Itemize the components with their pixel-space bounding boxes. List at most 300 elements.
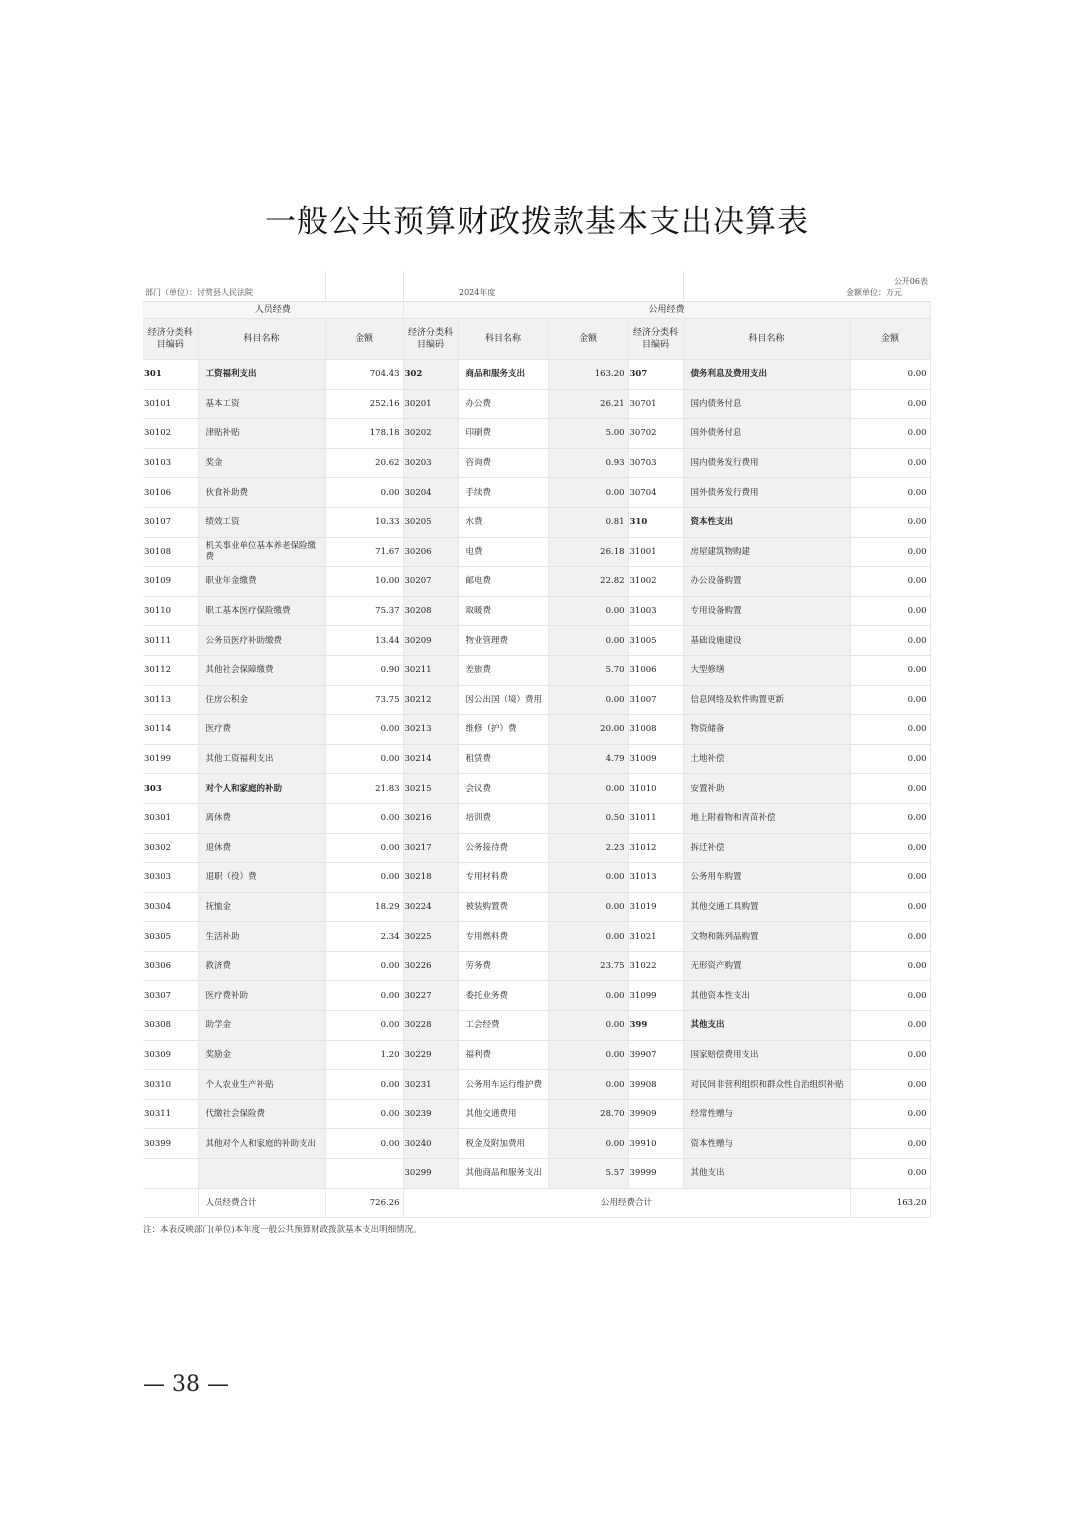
name-cell: 退休费: [198, 833, 325, 863]
amount-cell: 73.75: [325, 685, 403, 715]
name-cell: 其他社会保障缴费: [198, 655, 325, 685]
header-name: 科目名称: [198, 319, 325, 360]
name-cell: 印刷费: [458, 419, 548, 449]
amount-cell: 2.23: [548, 833, 628, 863]
table-row: [143, 507, 930, 537]
name-cell: 工资福利支出: [198, 360, 325, 390]
name-cell: 国内债务发行费用: [683, 448, 850, 478]
amount-cell: 10.00: [325, 567, 403, 597]
table-row: [143, 951, 930, 981]
name-cell: 公务员医疗补助缴费: [198, 626, 325, 656]
code-cell: 30106: [143, 478, 198, 508]
table-row: [143, 626, 930, 656]
code-cell: 30311: [143, 1099, 198, 1129]
header-code: 经济分类科目编码: [403, 319, 458, 360]
code-cell: 30301: [143, 803, 198, 833]
amount-cell: 2.34: [325, 922, 403, 952]
code-cell: 303: [143, 774, 198, 804]
code-cell: 30217: [403, 833, 458, 863]
code-cell: 399: [628, 1011, 683, 1041]
name-cell: 对个人和家庭的补助: [198, 774, 325, 804]
amount-cell: 0.00: [548, 685, 628, 715]
name-cell: 公务用车运行维护费: [458, 1070, 548, 1100]
code-cell: 30308: [143, 1011, 198, 1041]
name-cell: 租赁费: [458, 744, 548, 774]
page-number: — 38 —: [143, 1372, 229, 1397]
code-cell: 30213: [403, 715, 458, 745]
table-code: 公开06表: [893, 277, 928, 286]
year-label: 2024年度: [459, 288, 496, 297]
code-cell: 30208: [403, 596, 458, 626]
name-cell: 办公费: [458, 389, 548, 419]
code-cell: 39910: [628, 1129, 683, 1159]
name-cell: 其他交通费用: [458, 1099, 548, 1129]
name-cell: 培训费: [458, 803, 548, 833]
amount-cell: 0.00: [850, 389, 930, 419]
code-cell: 30207: [403, 567, 458, 597]
amount-cell: 0.00: [548, 774, 628, 804]
table-row: [143, 419, 930, 449]
table-row: [143, 655, 930, 685]
amount-cell: 0.00: [850, 1099, 930, 1129]
code-cell: 31013: [628, 863, 683, 893]
table-row: [143, 478, 930, 508]
code-cell: 30110: [143, 596, 198, 626]
name-cell: 其他工资福利支出: [198, 744, 325, 774]
amount-cell: 0.00: [850, 1070, 930, 1100]
table-row: [143, 596, 930, 626]
amount-cell: 0.00: [850, 1159, 930, 1189]
amount-cell: 13.44: [325, 626, 403, 656]
table-row: [143, 567, 930, 597]
code-cell: 30212: [403, 685, 458, 715]
code-cell: 310: [628, 507, 683, 537]
name-cell: 专用燃料费: [458, 922, 548, 952]
name-cell: 会议费: [458, 774, 548, 804]
amount-cell: 0.00: [325, 1129, 403, 1159]
report-meta: [143, 271, 930, 301]
header-name: 科目名称: [458, 319, 548, 360]
code-cell: 30218: [403, 863, 458, 893]
header-code: 经济分类科目编码: [628, 319, 683, 360]
page-title: 一般公共预算财政拨款基本支出决算表: [265, 204, 809, 240]
personnel-total-amount: 726.26: [325, 1188, 403, 1217]
amount-cell: 0.00: [850, 863, 930, 893]
amount-cell: 0.00: [325, 1099, 403, 1129]
table-row: [143, 1040, 930, 1070]
amount-cell: 252.16: [325, 389, 403, 419]
amount-cell: 0.00: [325, 478, 403, 508]
code-cell: 30102: [143, 419, 198, 449]
name-cell: 医疗费: [198, 715, 325, 745]
column-header-row: [143, 319, 930, 360]
table-row: [143, 774, 930, 804]
code-cell: 301: [143, 360, 198, 390]
name-cell: 安置补助: [683, 774, 850, 804]
code-cell: 30239: [403, 1099, 458, 1129]
amount-cell: 704.43: [325, 360, 403, 390]
code-cell: 30303: [143, 863, 198, 893]
code-cell: 30224: [403, 892, 458, 922]
code-cell: 31007: [628, 685, 683, 715]
name-cell: [198, 1159, 325, 1189]
table-row: [143, 892, 930, 922]
name-cell: 奖金: [198, 448, 325, 478]
amount-cell: 0.93: [548, 448, 628, 478]
amount-cell: 26.21: [548, 389, 628, 419]
name-cell: 物资储备: [683, 715, 850, 745]
code-cell: 30214: [403, 744, 458, 774]
amount-cell: 20.62: [325, 448, 403, 478]
amount-cell: 0.00: [850, 774, 930, 804]
name-cell: 资本性赠与: [683, 1129, 850, 1159]
table-row: [143, 715, 930, 745]
code-cell: 30202: [403, 419, 458, 449]
amount-cell: 0.00: [850, 715, 930, 745]
report-sheet: [143, 271, 930, 1235]
code-cell: 31011: [628, 803, 683, 833]
amount-cell: 0.00: [325, 1070, 403, 1100]
name-cell: 其他支出: [683, 1011, 850, 1041]
name-cell: 专用材料费: [458, 863, 548, 893]
code-cell: 307: [628, 360, 683, 390]
code-cell: 30199: [143, 744, 198, 774]
code-cell: 31022: [628, 951, 683, 981]
group-personnel: 人员经费: [143, 302, 403, 319]
name-cell: 国外债务发行费用: [683, 478, 850, 508]
header-amount: 金额: [548, 319, 628, 360]
name-cell: 伙食补助费: [198, 478, 325, 508]
amount-cell: 0.00: [850, 626, 930, 656]
table-row: [143, 863, 930, 893]
code-cell: 30310: [143, 1070, 198, 1100]
name-cell: 专用设备购置: [683, 596, 850, 626]
name-cell: 取暖费: [458, 596, 548, 626]
table-row: [143, 685, 930, 715]
table-row: [143, 1070, 930, 1100]
amount-cell: 22.82: [548, 567, 628, 597]
name-cell: 经常性赠与: [683, 1099, 850, 1129]
code-cell: 30227: [403, 981, 458, 1011]
amount-cell: 0.00: [850, 1011, 930, 1041]
public-total-label: 公用经费合计: [403, 1188, 850, 1217]
name-cell: 公务接待费: [458, 833, 548, 863]
name-cell: 医疗费补助: [198, 981, 325, 1011]
code-cell: 30203: [403, 448, 458, 478]
name-cell: 救济费: [198, 951, 325, 981]
name-cell: 电费: [458, 537, 548, 567]
code-cell: 30108: [143, 537, 198, 567]
amount-cell: 0.00: [850, 537, 930, 567]
amount-cell: 21.83: [325, 774, 403, 804]
amount-cell: 0.00: [850, 1129, 930, 1159]
header-amount: 金额: [325, 319, 403, 360]
code-cell: 30206: [403, 537, 458, 567]
amount-cell: 0.00: [850, 951, 930, 981]
code-cell: 31099: [628, 981, 683, 1011]
name-cell: 物业管理费: [458, 626, 548, 656]
amount-cell: 75.37: [325, 596, 403, 626]
name-cell: 商品和服务支出: [458, 360, 548, 390]
table-row: [143, 1099, 930, 1129]
name-cell: 国家赔偿费用支出: [683, 1040, 850, 1070]
amount-cell: 0.00: [325, 833, 403, 863]
amount-cell: 0.00: [850, 1040, 930, 1070]
amount-cell: 0.00: [548, 922, 628, 952]
header-code: 经济分类科目编码: [143, 319, 198, 360]
name-cell: 代缴社会保险费: [198, 1099, 325, 1129]
name-cell: 生活补助: [198, 922, 325, 952]
code-cell: 31019: [628, 892, 683, 922]
name-cell: 国外债务付息: [683, 419, 850, 449]
name-cell: 税金及附加费用: [458, 1129, 548, 1159]
amount-cell: 0.00: [325, 803, 403, 833]
name-cell: 水费: [458, 507, 548, 537]
name-cell: 个人农业生产补贴: [198, 1070, 325, 1100]
department-label: 部门（单位）：讨赏县人民法院: [145, 288, 253, 297]
code-cell: 30211: [403, 655, 458, 685]
amount-cell: 5.57: [548, 1159, 628, 1189]
code-cell: 30228: [403, 1011, 458, 1041]
personnel-total-label: 人员经费合计: [198, 1188, 325, 1217]
amount-cell: 0.00: [325, 863, 403, 893]
expenditure-table: [143, 301, 931, 1218]
code-cell: 31002: [628, 567, 683, 597]
amount-cell: 28.70: [548, 1099, 628, 1129]
code-cell: 30304: [143, 892, 198, 922]
amount-cell: 0.00: [850, 685, 930, 715]
name-cell: 公务用车购置: [683, 863, 850, 893]
name-cell: 职工基本医疗保险缴费: [198, 596, 325, 626]
code-cell: 30216: [403, 803, 458, 833]
name-cell: 基本工资: [198, 389, 325, 419]
amount-cell: 4.79: [548, 744, 628, 774]
name-cell: 其他对个人和家庭的补助支出: [198, 1129, 325, 1159]
table-row: [143, 1159, 930, 1189]
group-header-row: [143, 302, 930, 319]
name-cell: 文物和陈列品购置: [683, 922, 850, 952]
group-public: 公用经费: [403, 302, 930, 319]
code-cell: 39999: [628, 1159, 683, 1189]
header-name: 科目名称: [683, 319, 850, 360]
name-cell: 维修（护）费: [458, 715, 548, 745]
amount-cell: 0.00: [850, 507, 930, 537]
name-cell: 拆迁补偿: [683, 833, 850, 863]
table-row: [143, 833, 930, 863]
amount-cell: 0.00: [325, 981, 403, 1011]
table-row: [143, 448, 930, 478]
amount-cell: 0.00: [850, 803, 930, 833]
name-cell: 无形资产购置: [683, 951, 850, 981]
amount-cell: 0.00: [548, 981, 628, 1011]
amount-cell: 0.90: [325, 655, 403, 685]
code-cell: 30112: [143, 655, 198, 685]
name-cell: 房屋建筑物购建: [683, 537, 850, 567]
amount-cell: 0.00: [850, 419, 930, 449]
name-cell: 咨询费: [458, 448, 548, 478]
amount-cell: 20.00: [548, 715, 628, 745]
amount-cell: 18.29: [325, 892, 403, 922]
table-row: [143, 537, 930, 567]
amount-cell: 0.00: [548, 1040, 628, 1070]
code-cell: 30101: [143, 389, 198, 419]
amount-cell: [325, 1159, 403, 1189]
name-cell: 其他支出: [683, 1159, 850, 1189]
name-cell: 委托业务费: [458, 981, 548, 1011]
amount-cell: 0.00: [850, 567, 930, 597]
code-cell: 30702: [628, 419, 683, 449]
table-row: [143, 360, 930, 390]
table-note: 注：本表反映部门(单位)本年度一般公共预算财政拨款基本支出明细情况。: [143, 1224, 422, 1235]
name-cell: 对民间非营利组织和群众性自治组织补贴: [683, 1070, 850, 1100]
amount-cell: 26.18: [548, 537, 628, 567]
amount-cell: 0.00: [325, 744, 403, 774]
name-cell: 资本性支出: [683, 507, 850, 537]
amount-cell: 0.00: [850, 655, 930, 685]
code-cell: 31012: [628, 833, 683, 863]
code-cell: 39908: [628, 1070, 683, 1100]
name-cell: 信息网络及软件购置更新: [683, 685, 850, 715]
name-cell: 职业年金缴费: [198, 567, 325, 597]
name-cell: 国内债务付息: [683, 389, 850, 419]
code-cell: 30299: [403, 1159, 458, 1189]
table-row: [143, 981, 930, 1011]
amount-cell: 0.00: [325, 715, 403, 745]
table-row: [143, 389, 930, 419]
amount-cell: 0.81: [548, 507, 628, 537]
name-cell: 被装购置费: [458, 892, 548, 922]
code-cell: 30306: [143, 951, 198, 981]
code-cell: 31005: [628, 626, 683, 656]
unit-label: 金额单位：万元: [846, 288, 902, 297]
amount-cell: 0.00: [548, 1011, 628, 1041]
code-cell: 30111: [143, 626, 198, 656]
table-row: [143, 922, 930, 952]
code-cell: 30225: [403, 922, 458, 952]
code-cell: 31001: [628, 537, 683, 567]
code-cell: 31003: [628, 596, 683, 626]
code-cell: 31008: [628, 715, 683, 745]
name-cell: 离休费: [198, 803, 325, 833]
code-cell: 30704: [628, 478, 683, 508]
amount-cell: 1.20: [325, 1040, 403, 1070]
name-cell: 基础设施建设: [683, 626, 850, 656]
name-cell: 住房公积金: [198, 685, 325, 715]
amount-cell: 0.50: [548, 803, 628, 833]
code-cell: 302: [403, 360, 458, 390]
amount-cell: 0.00: [850, 596, 930, 626]
code-cell: 30309: [143, 1040, 198, 1070]
name-cell: 邮电费: [458, 567, 548, 597]
name-cell: 工会经费: [458, 1011, 548, 1041]
totals-row: [143, 1188, 930, 1217]
code-cell: 30399: [143, 1129, 198, 1159]
code-cell: 31009: [628, 744, 683, 774]
name-cell: 福利费: [458, 1040, 548, 1070]
amount-cell: 0.00: [850, 478, 930, 508]
code-cell: 39907: [628, 1040, 683, 1070]
amount-cell: 163.20: [548, 360, 628, 390]
code-cell: 30307: [143, 981, 198, 1011]
code-cell: 30231: [403, 1070, 458, 1100]
name-cell: 债务利息及费用支出: [683, 360, 850, 390]
code-cell: 31006: [628, 655, 683, 685]
code-cell: 30204: [403, 478, 458, 508]
table-row: [143, 1129, 930, 1159]
table-row: [143, 744, 930, 774]
amount-cell: 0.00: [548, 863, 628, 893]
amount-cell: 0.00: [548, 478, 628, 508]
name-cell: 津贴补贴: [198, 419, 325, 449]
code-cell: 30305: [143, 922, 198, 952]
header-amount: 金额: [850, 319, 930, 360]
amount-cell: 0.00: [850, 922, 930, 952]
code-cell: 30215: [403, 774, 458, 804]
amount-cell: 0.00: [548, 1070, 628, 1100]
table-row: [143, 1011, 930, 1041]
name-cell: 土地补偿: [683, 744, 850, 774]
code-cell: 39909: [628, 1099, 683, 1129]
name-cell: 退职（役）费: [198, 863, 325, 893]
amount-cell: 71.67: [325, 537, 403, 567]
amount-cell: 0.00: [548, 626, 628, 656]
name-cell: 手续费: [458, 478, 548, 508]
code-cell: 30205: [403, 507, 458, 537]
amount-cell: 23.75: [548, 951, 628, 981]
name-cell: 劳务费: [458, 951, 548, 981]
code-cell: 30229: [403, 1040, 458, 1070]
table-row: [143, 803, 930, 833]
name-cell: 助学金: [198, 1011, 325, 1041]
name-cell: 机关事业单位基本养老保险缴费: [198, 537, 325, 567]
name-cell: 差旅费: [458, 655, 548, 685]
code-cell: 30701: [628, 389, 683, 419]
amount-cell: 0.00: [850, 981, 930, 1011]
amount-cell: 0.00: [325, 951, 403, 981]
code-cell: 30103: [143, 448, 198, 478]
amount-cell: 178.18: [325, 419, 403, 449]
code-cell: 31010: [628, 774, 683, 804]
amount-cell: 0.00: [548, 1129, 628, 1159]
name-cell: 奖励金: [198, 1040, 325, 1070]
amount-cell: 0.00: [850, 360, 930, 390]
name-cell: 其他商品和服务支出: [458, 1159, 548, 1189]
amount-cell: 0.00: [850, 744, 930, 774]
name-cell: 抚恤金: [198, 892, 325, 922]
amount-cell: 0.00: [850, 448, 930, 478]
code-cell: 30302: [143, 833, 198, 863]
public-total-amount: 163.20: [850, 1188, 930, 1217]
amount-cell: 0.00: [850, 892, 930, 922]
code-cell: 30114: [143, 715, 198, 745]
code-cell: 30226: [403, 951, 458, 981]
name-cell: 办公设备购置: [683, 567, 850, 597]
name-cell: 因公出国（境）费用: [458, 685, 548, 715]
code-cell: 30109: [143, 567, 198, 597]
amount-cell: 0.00: [850, 833, 930, 863]
amount-cell: 0.00: [548, 596, 628, 626]
code-cell: 30107: [143, 507, 198, 537]
name-cell: 地上附着物和青苗补偿: [683, 803, 850, 833]
code-cell: [143, 1159, 198, 1189]
amount-cell: 0.00: [325, 1011, 403, 1041]
name-cell: 大型修缮: [683, 655, 850, 685]
amount-cell: 5.00: [548, 419, 628, 449]
code-cell: 30113: [143, 685, 198, 715]
amount-cell: 5.70: [548, 655, 628, 685]
amount-cell: 0.00: [548, 892, 628, 922]
code-cell: 30209: [403, 626, 458, 656]
